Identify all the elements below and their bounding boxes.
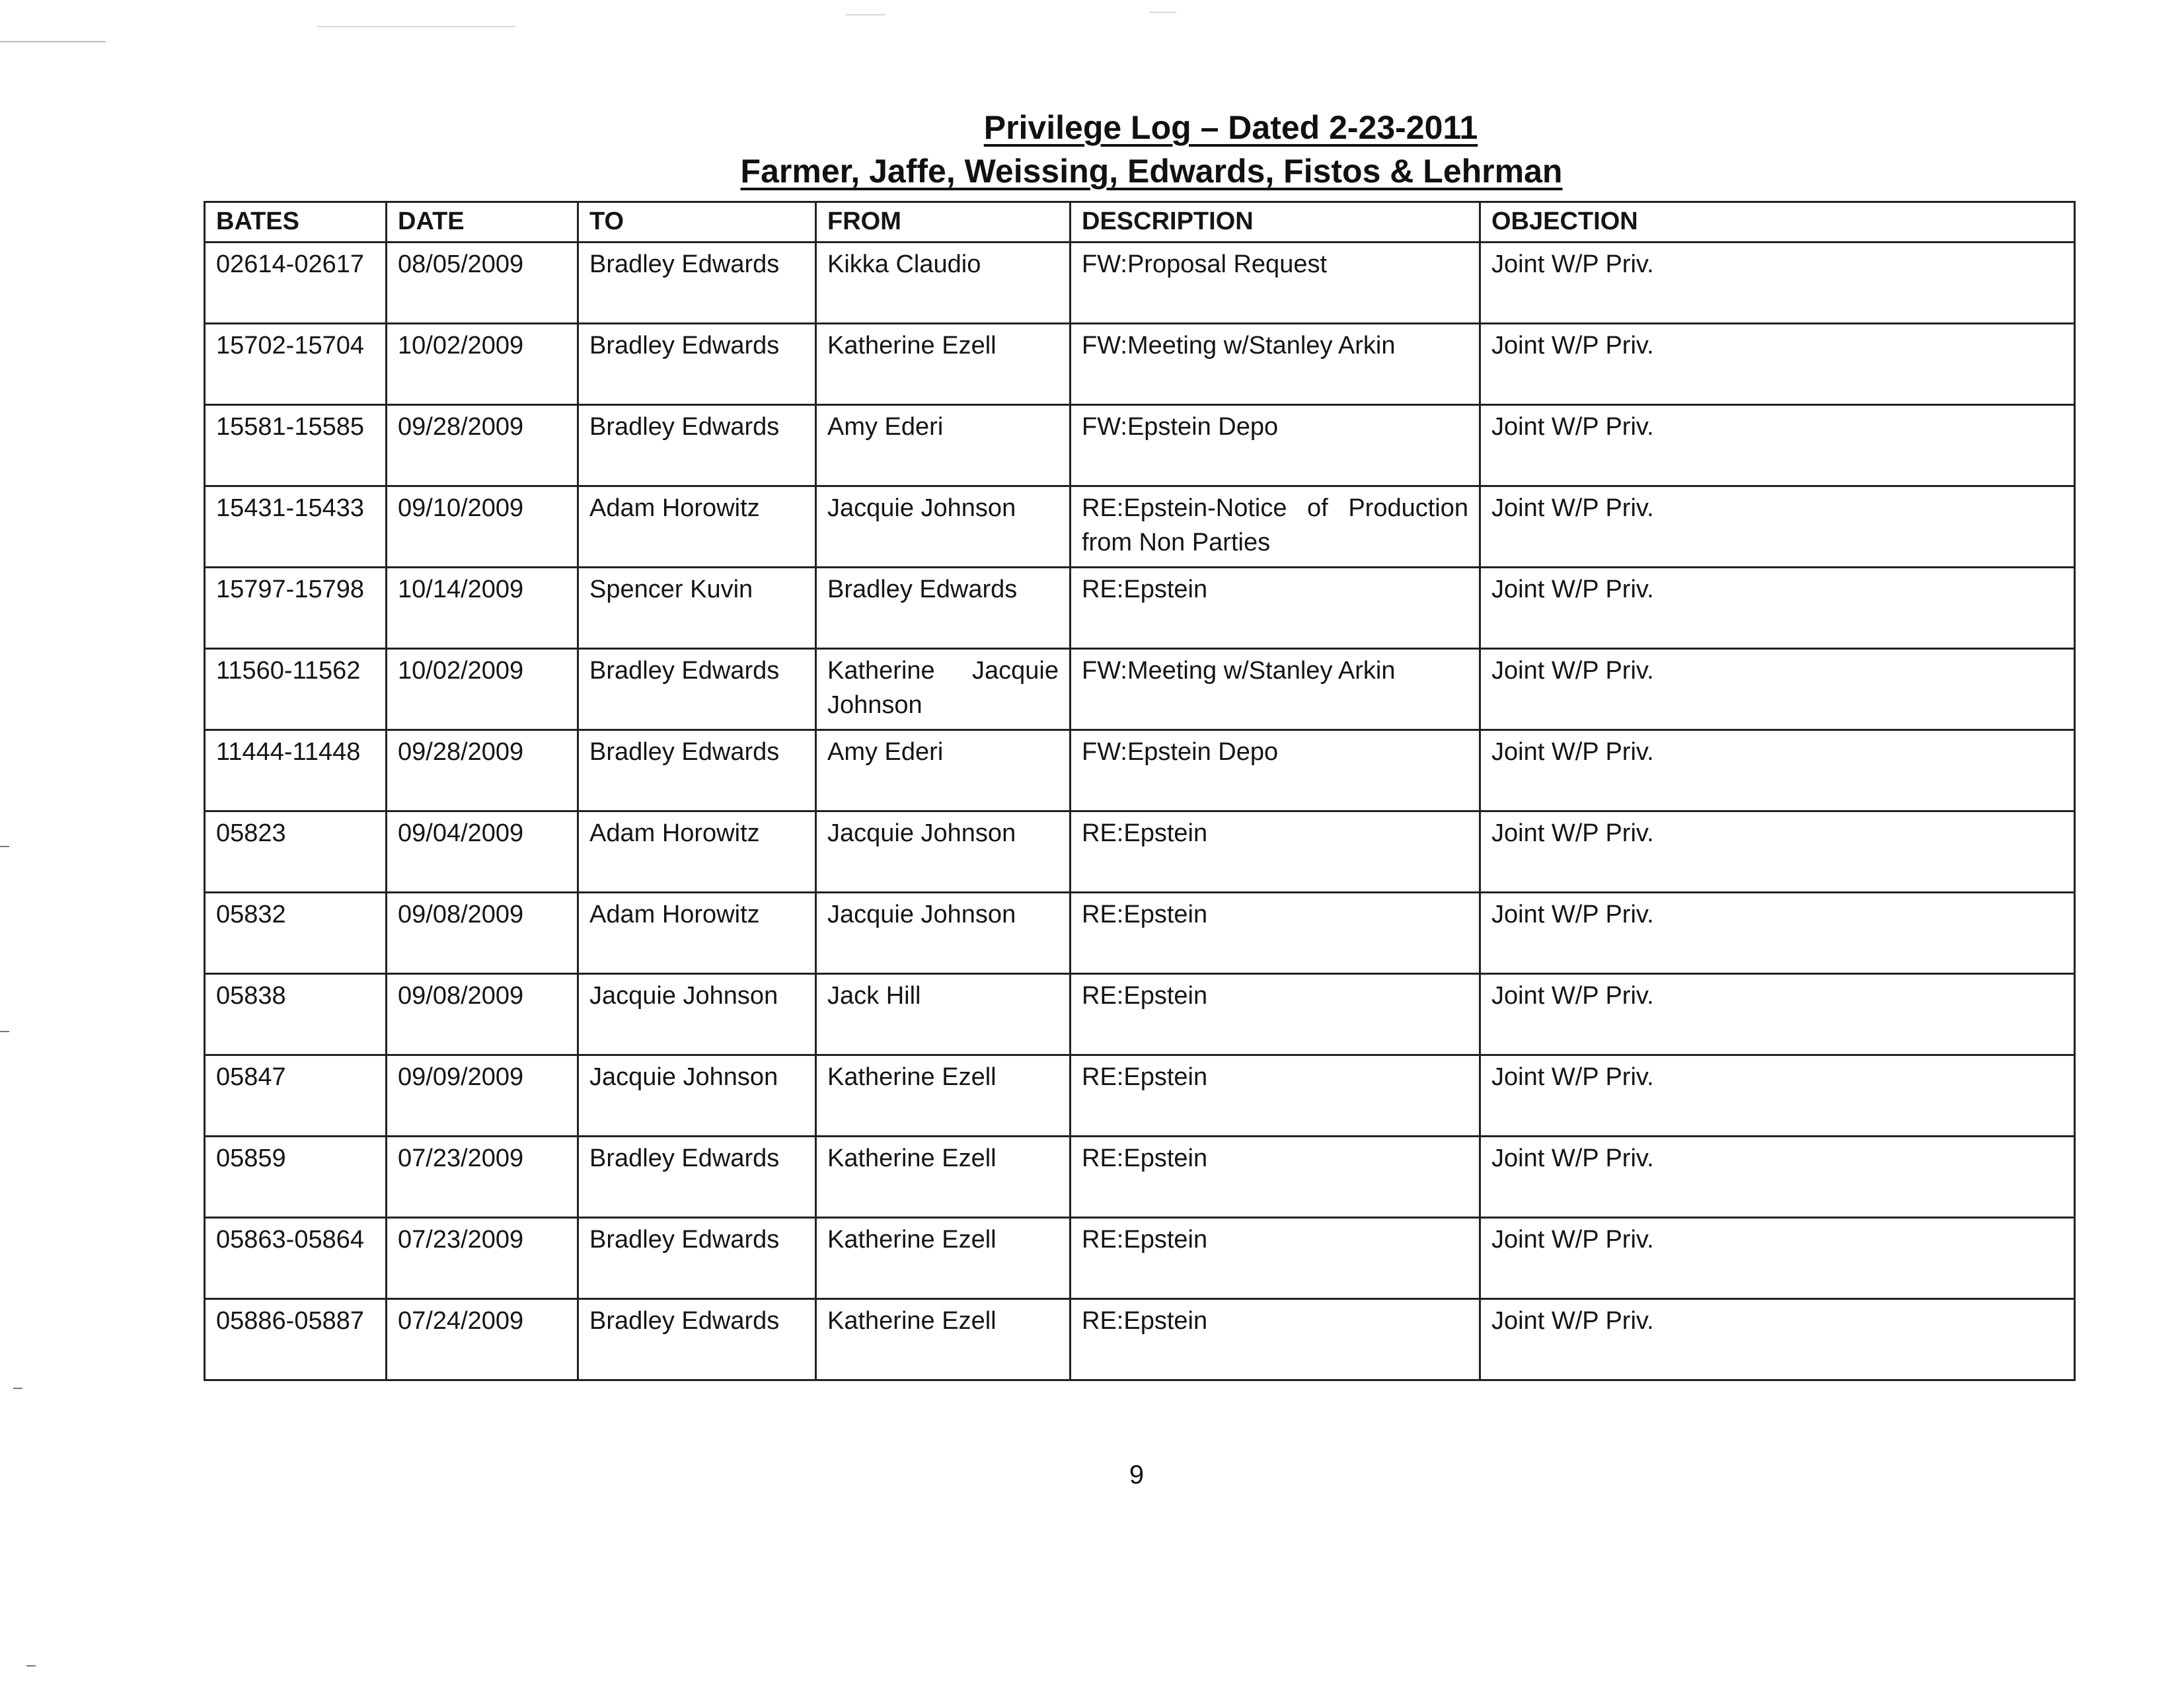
cell-from: Amy Ederi <box>816 730 1071 811</box>
cell-objection: Joint W/P Priv. <box>1480 893 2075 974</box>
cell-date: 09/08/2009 <box>387 893 578 974</box>
column-header-from: FROM <box>816 202 1071 243</box>
cell-objection: Joint W/P Priv. <box>1480 1299 2075 1380</box>
cell-from: Jacquie Johnson <box>816 893 1071 974</box>
cell-from: Katherine Ezell <box>816 1218 1071 1299</box>
margin-mark <box>0 846 9 847</box>
cell-bates: 15702-15704 <box>205 324 387 405</box>
margin-mark <box>0 1031 9 1032</box>
cell-to: Bradley Edwards <box>578 1299 816 1380</box>
cell-description: FW:Proposal Request <box>1071 243 1480 324</box>
cell-to: Spencer Kuvin <box>578 568 816 649</box>
cell-to: Adam Horowitz <box>578 486 816 568</box>
column-header-objection: OBJECTION <box>1480 202 2075 243</box>
cell-from: Bradley Edwards <box>816 568 1071 649</box>
cell-objection: Joint W/P Priv. <box>1480 243 2075 324</box>
cell-description: RE:Epstein <box>1071 1055 1480 1137</box>
cell-to: Bradley Edwards <box>578 405 816 486</box>
document-header <box>0 106 2184 193</box>
cell-date: 09/28/2009 <box>387 730 578 811</box>
cell-from: Katherine Jacquie Johnson <box>816 649 1071 730</box>
cell-to: Bradley Edwards <box>578 649 816 730</box>
document-title: Privilege Log – Dated 2-23-2011 <box>983 109 1478 146</box>
cell-objection: Joint W/P Priv. <box>1480 1218 2075 1299</box>
table-row <box>205 243 2075 324</box>
table-row <box>205 1218 2075 1299</box>
cell-to: Jacquie Johnson <box>578 1055 816 1137</box>
column-header-date: DATE <box>387 202 578 243</box>
cell-bates: 15581-15585 <box>205 405 387 486</box>
cell-bates: 15797-15798 <box>205 568 387 649</box>
scan-artifact-top <box>0 41 106 42</box>
cell-objection: Joint W/P Priv. <box>1480 324 2075 405</box>
cell-bates: 05832 <box>205 893 387 974</box>
page-number: 9 <box>1129 1460 1145 1489</box>
cell-bates: 02614-02617 <box>205 243 387 324</box>
cell-bates: 11444-11448 <box>205 730 387 811</box>
table-row <box>205 1299 2075 1380</box>
table-row <box>205 893 2075 974</box>
cell-date: 07/23/2009 <box>387 1137 578 1218</box>
table-row <box>205 1137 2075 1218</box>
cell-objection: Joint W/P Priv. <box>1480 811 2075 893</box>
cell-date: 09/09/2009 <box>387 1055 578 1137</box>
table-row <box>205 324 2075 405</box>
cell-date: 07/23/2009 <box>387 1218 578 1299</box>
column-header-description: DESCRIPTION <box>1071 202 1480 243</box>
cell-description: FW:Epstein Depo <box>1071 405 1480 486</box>
cell-description: RE:Epstein-Notice of Production from Non Parties <box>1071 486 1480 568</box>
cell-date: 09/10/2009 <box>387 486 578 568</box>
cell-date: 09/04/2009 <box>387 811 578 893</box>
cell-description: FW:Meeting w/Stanley Arkin <box>1071 324 1480 405</box>
cell-description: RE:Epstein <box>1071 893 1480 974</box>
cell-description: RE:Epstein <box>1071 1137 1480 1218</box>
cell-from: Katherine Ezell <box>816 1055 1071 1137</box>
cell-from: Katherine Ezell <box>816 1299 1071 1380</box>
cell-objection: Joint W/P Priv. <box>1480 405 2075 486</box>
cell-description: RE:Epstein <box>1071 974 1480 1055</box>
cell-bates: 05847 <box>205 1055 387 1137</box>
margin-mark <box>13 1388 22 1389</box>
table-row <box>205 405 2075 486</box>
cell-bates: 05838 <box>205 974 387 1055</box>
cell-date: 10/02/2009 <box>387 324 578 405</box>
cell-date: 08/05/2009 <box>387 243 578 324</box>
cell-from: Jack Hill <box>816 974 1071 1055</box>
column-header-to: TO <box>578 202 816 243</box>
cell-from: Jacquie Johnson <box>816 811 1071 893</box>
column-header-bates: BATES <box>205 202 387 243</box>
cell-description: FW:Epstein Depo <box>1071 730 1480 811</box>
table-row <box>205 730 2075 811</box>
cell-objection: Joint W/P Priv. <box>1480 1137 2075 1218</box>
cell-to: Bradley Edwards <box>578 243 816 324</box>
cell-objection: Joint W/P Priv. <box>1480 1055 2075 1137</box>
cell-to: Bradley Edwards <box>578 324 816 405</box>
cell-date: 09/28/2009 <box>387 405 578 486</box>
cell-objection: Joint W/P Priv. <box>1480 568 2075 649</box>
cell-from: Amy Ederi <box>816 405 1071 486</box>
cell-description: RE:Epstein <box>1071 568 1480 649</box>
table-row <box>205 486 2075 568</box>
table-row <box>205 811 2075 893</box>
cell-to: Adam Horowitz <box>578 893 816 974</box>
cell-to: Bradley Edwards <box>578 1218 816 1299</box>
cell-to: Bradley Edwards <box>578 1137 816 1218</box>
table-row <box>205 1055 2075 1137</box>
cell-bates: 05863-05864 <box>205 1218 387 1299</box>
cell-from: Jacquie Johnson <box>816 486 1071 568</box>
cell-description: RE:Epstein <box>1071 1218 1480 1299</box>
cell-bates: 05859 <box>205 1137 387 1218</box>
cell-date: 10/02/2009 <box>387 649 578 730</box>
cell-to: Jacquie Johnson <box>578 974 816 1055</box>
cell-objection: Joint W/P Priv. <box>1480 730 2075 811</box>
cell-bates: 11560-11562 <box>205 649 387 730</box>
cell-bates: 05823 <box>205 811 387 893</box>
document-subtitle: Farmer, Jaffe, Weissing, Edwards, Fistos & Lehrman <box>740 153 1563 190</box>
table-row <box>205 649 2075 730</box>
cell-from: Katherine Ezell <box>816 1137 1071 1218</box>
cell-objection: Joint W/P Priv. <box>1480 974 2075 1055</box>
privilege-log-table <box>204 201 2076 1381</box>
cell-description: RE:Epstein <box>1071 1299 1480 1380</box>
cell-description: RE:Epstein <box>1071 811 1480 893</box>
scan-artifact-top <box>317 26 515 27</box>
cell-from: Kikka Claudio <box>816 243 1071 324</box>
cell-bates: 05886-05887 <box>205 1299 387 1380</box>
cell-date: 09/08/2009 <box>387 974 578 1055</box>
table-header-row <box>205 202 2075 243</box>
scan-artifact-top <box>1150 12 1176 13</box>
cell-to: Bradley Edwards <box>578 730 816 811</box>
cell-date: 10/14/2009 <box>387 568 578 649</box>
cell-objection: Joint W/P Priv. <box>1480 649 2075 730</box>
cell-to: Adam Horowitz <box>578 811 816 893</box>
table-row <box>205 568 2075 649</box>
cell-objection: Joint W/P Priv. <box>1480 486 2075 568</box>
cell-from: Katherine Ezell <box>816 324 1071 405</box>
cell-date: 07/24/2009 <box>387 1299 578 1380</box>
cell-description: FW:Meeting w/Stanley Arkin <box>1071 649 1480 730</box>
margin-mark <box>26 1665 36 1667</box>
cell-bates: 15431-15433 <box>205 486 387 568</box>
table-row <box>205 974 2075 1055</box>
